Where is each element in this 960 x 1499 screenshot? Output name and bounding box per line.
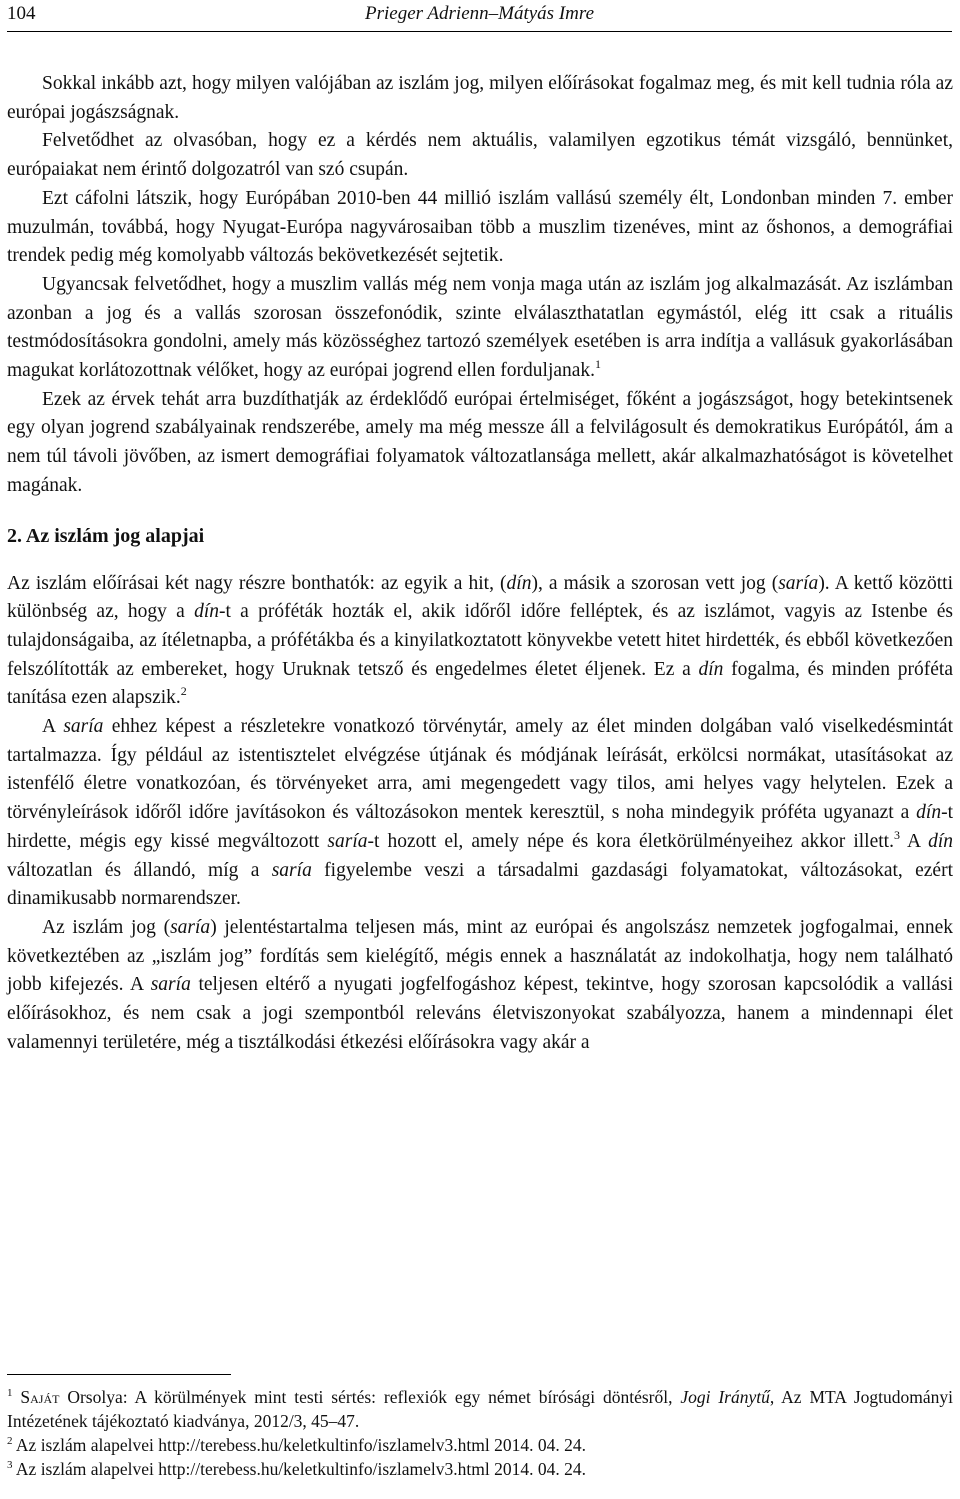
- page-header: [7, 0, 952, 32]
- footnote-1: [7, 1385, 953, 1433]
- section-heading: 2. Az iszlám jog alapjai: [7, 524, 205, 547]
- term-din: dín: [506, 572, 532, 594]
- page-body: [7, 70, 953, 1058]
- paragraph-conclusion: [7, 386, 953, 501]
- text: Az iszlám előírásai két nagy részre bonthatók: az egyik a hit, (: [7, 572, 507, 594]
- paragraph-text: Ezek az érvek tehát arra buzdíthatják az érdeklődő európai értelmiséget, főként a jogászságot, hogy betekintsenek egy olyan jogrend szabályainak rendszerébe, amely ma még messze áll a felvilágosult és demokratikus Európától, ám a nem túl távoli jövőben, az ismert demográfiai folyamatok változatlansága mellett, akár alkalmazhatóságot is követelhet magának.: [7, 388, 953, 496]
- footnote-text[interactable]: Az iszlám alapelvei http://terebess.hu/keletkultinfo/iszlamelv3.html 2014. 04. 24.: [12, 1459, 586, 1479]
- text: A: [899, 830, 929, 852]
- footnote-2: [7, 1433, 953, 1457]
- term-saria: saría: [150, 974, 191, 996]
- footnote-number: 2: [7, 1435, 13, 1447]
- paragraph-text: Felvetődhet az olvasóban, hogy ez a kérdés nem aktuális, valamilyen egzotikus témát vizsgáló, bennünket, európaiakat nem érintő dolgozatról van szó csupán.: [7, 130, 953, 181]
- term-saria: saría: [63, 716, 104, 738]
- text: ) jelentéstartalma teljesen más, mint az európai és angolszász nemzetek jogfogalmai, ennek következtében az „iszlám jog” fordítás sem kielégítő, mégis ennek a használatát az indokolhatja, hogy nem található jobb kifejezés. A: [7, 916, 953, 996]
- paragraph-saria-meaning: [7, 914, 953, 1058]
- paragraph-din-saria: [7, 570, 953, 714]
- text: -t hirdette, mégis egy kissé megváltozott: [7, 802, 953, 852]
- footnote-text: Orsolya: A körülmények mint testi sértés: reflexiók egy német bírósági döntésről,: [59, 1387, 681, 1407]
- text: -t a próféták hozták el, akik időről időre felléptek, és az iszlámot, vagyis az Istenbe és tulajdonságaiba, az ítéletnapba, a prófétákba és a kinyilatkoztatott könyvekbe vetett hitet hirdették, és ebből következően felszólították az embereket, hogy Uruknak tetsző és engedelmes életet éljenek. Ez a: [7, 601, 953, 680]
- term-saria: saría: [271, 859, 312, 881]
- text: fogalma, és minden próféta tanítása ezen alapszik.: [7, 658, 953, 709]
- term-saria: saría: [327, 830, 368, 852]
- footnote-author: Saját: [20, 1387, 60, 1407]
- paragraph-relevance: [7, 127, 953, 184]
- term-din: dín: [928, 830, 953, 852]
- text: teljesen eltérő a nyugati jogfelfogáshoz képest, tekintve, hogy szorosan kapcsolódik a vallási előírásokhoz, és nem csak a jogi szempontból releváns életviszonyokat szabályozza, hanem a mindennapi élet valamennyi területére, még a tisztálkodási étkezési előírásokra vagy akár a: [7, 974, 953, 1053]
- paragraph-text: Ezt cáfolni látszik, hogy Európában 2010-ben 44 millió iszlám vallású személy élt, Londonban minden 7. ember muzulmán, továbbá, hogy Nyugat-Európa nagyvárosaiban több a muszlim tizenéves, mint az őshonos, a demográfiai trendek pedig még komolyabb változás bekövetkezését sejtetik.: [7, 187, 953, 267]
- footnote-3: [7, 1457, 953, 1481]
- term-din: dín: [698, 658, 724, 680]
- text: Az iszlám jog (: [42, 916, 171, 938]
- term-saria: saría: [170, 916, 211, 938]
- text: ), a másik a szorosan vett jog (: [531, 572, 779, 594]
- paragraph-religion-law: [7, 271, 953, 386]
- footnote-ref-3[interactable]: 3: [893, 827, 900, 842]
- paragraph-demographics: [7, 185, 953, 271]
- page-number: 104: [7, 3, 36, 24]
- text: figyelembe veszi a társadalmi gazdasági folyamatokat, változásokat, ezért dinamikusabb normarendszer.: [7, 859, 953, 910]
- paragraph-intro: [7, 70, 953, 127]
- footnotes: [7, 1385, 953, 1481]
- text: ehhez képest a részletekre vonatkozó törvénytár, amely az élet minden dolgában való viselkedésmintát tartalmazza. Így például az istentisztelet elvégzése útjának és módjának leírását, erkölcsi normákat, utasításokat az istenfélő életre vonatkozóan, és törvényeket arra, ami megengedett vagy tilos, ami helyes vagy helytelen. Ezek a törvényleírások időről időre javításokon és változásokon mentek keresztül, s noha mindegyik próféta ugyanazt a: [7, 716, 953, 824]
- running-title: Prieger Adrienn–Mátyás Imre: [364, 3, 594, 24]
- footnote-ref-1[interactable]: 1: [595, 357, 602, 372]
- footnote-divider: [7, 1374, 231, 1375]
- term-din: dín: [916, 802, 942, 824]
- text: A: [42, 716, 64, 738]
- footnote-journal: Jogi Iránytű: [680, 1387, 770, 1407]
- footnote-text: , Az MTA Jogtudományi Intézetének tájékoztató kiadványa, 2012/3, 45–47.: [7, 1387, 954, 1431]
- paragraph-saria-details: [7, 713, 953, 914]
- text: változatlan és állandó, míg a: [7, 859, 272, 881]
- footnote-number: 1: [7, 1387, 13, 1399]
- footnote-ref-2[interactable]: 2: [180, 684, 187, 699]
- paragraph-text: Ugyancsak felvetődhet, hogy a muszlim vallás még nem vonja maga után az iszlám jog alkalmazását. Az iszlámban azonban a jog és a vallás szorosan összefonódik, szinte elválaszthatatlan egymástól, elég itt csak a rituális testmódosításokra gondolni, amely más közösséghez tartozó személyek esetében is arra indítja a vallásuk gyakorlásában magukat korlátozottnak vélőket, hogy az európai jogrend ellen forduljanak.: [7, 273, 953, 382]
- text: ). A kettő közötti különbség az, hogy a: [7, 572, 954, 623]
- footnote-text[interactable]: Az iszlám alapelvei http://terebess.hu/keletkultinfo/iszlamelv3.html 2014. 04. 24.: [12, 1435, 586, 1455]
- footnote-number: 3: [7, 1459, 13, 1471]
- text: -t hozott el, amely népe és kora életkörülményeihez akkor illett.: [367, 830, 894, 852]
- term-saria: saría: [778, 572, 819, 594]
- paragraph-text: Sokkal inkább azt, hogy milyen valójában az iszlám jog, milyen előírásokat fogalmaz meg, és mit kell tudnia róla az európai jogászságnak.: [7, 73, 953, 123]
- term-din: dín: [194, 601, 219, 623]
